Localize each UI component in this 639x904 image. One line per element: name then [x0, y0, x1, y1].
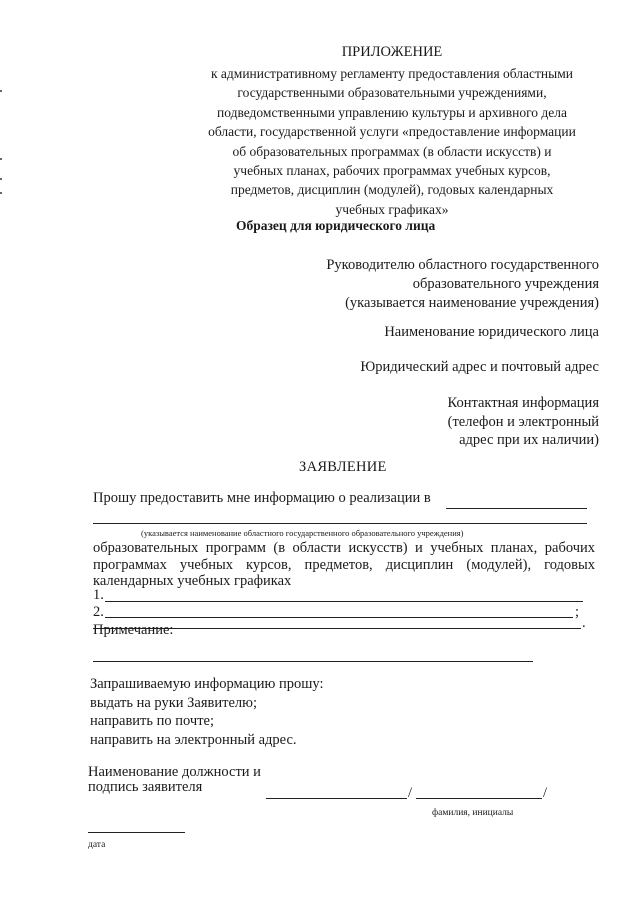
scan-mark [0, 192, 2, 194]
legal-address: Юридический адрес и почтовый адрес [360, 359, 599, 375]
header-line: учебных планах, рабочих программах учебных курсов, [233, 163, 551, 179]
sample-label: Образец для юридического лица [236, 218, 436, 233]
header-line: подведомственными управлению культуры и архивного дела [216, 104, 567, 120]
scan-mark [0, 178, 2, 180]
addressee-line: Руководителю областного государственного [326, 257, 599, 273]
contact-info [448, 394, 600, 450]
header-line: государственными образовательными учреждениями, [237, 85, 547, 101]
note-label: Примечание: [93, 622, 174, 638]
note-line [93, 661, 533, 662]
header-line: учебных графиках» [335, 201, 449, 217]
delivery-intro: Запрашиваемую информацию прошу: [90, 676, 324, 692]
signature-label [88, 765, 261, 795]
signature-slash-1: / [408, 785, 413, 801]
institution-blank [446, 508, 587, 509]
appendix-header-text [188, 64, 596, 219]
header-line: предметов, дисциплин (модулей), годовых календарных [230, 182, 554, 198]
signature-line [266, 798, 407, 799]
name-hint: фамилия, инициалы [432, 808, 514, 818]
contact-line: адрес при их наличии) [459, 432, 599, 448]
item-2-line [105, 617, 573, 618]
signature-label-line: Наименование должности и [88, 764, 261, 780]
entity-name: Наименование юридического лица [384, 324, 599, 340]
delivery-option: направить по почте; [90, 713, 214, 729]
item-2-end: ; [575, 604, 580, 620]
date-line [88, 832, 185, 833]
paragraph-line: календарных учебных графиках [93, 573, 292, 589]
name-line [416, 798, 542, 799]
signature-label-line: подпись заявителя [88, 779, 203, 795]
delivery-option: направить на электронный адрес. [90, 731, 297, 748]
signature-slash-2: / [543, 785, 548, 801]
contact-line: (телефон и электронный [447, 413, 599, 430]
header-line: к административному регламенту предоставления областными [211, 66, 573, 81]
request-text: Прошу предоставить мне информацию о реализации в [93, 490, 431, 506]
scan-mark [0, 90, 2, 92]
addressee-head [326, 256, 599, 313]
scan-mark [0, 158, 2, 160]
item-1-line [105, 601, 583, 602]
paragraph-line: программах учебных курсов, предметов, дисциплин (модулей), годовых [93, 556, 595, 573]
paragraph-line: образовательных программ (в области искусств) и учебных планах, рабочих [93, 540, 595, 556]
delivery-option: выдать на руки Заявителю; [90, 694, 258, 711]
header-line: об образовательных программах (в области искусств) и [232, 143, 552, 159]
item-1-number: 1. [93, 587, 104, 603]
institution-hint: (указывается наименование областного государственного образовательного учреждения) [141, 528, 464, 538]
addressee-line: образовательного учреждения [412, 276, 599, 292]
contact-line: Контактная информация [447, 395, 599, 411]
date-label: дата [88, 840, 106, 850]
item-2-number: 2. [93, 604, 104, 620]
header-line: области, государственной услуги «предоставление информации [208, 124, 576, 140]
item-3-end: . [582, 615, 586, 631]
addressee-line: (указывается наименование учреждения) [345, 295, 599, 311]
institution-blank-line [93, 523, 587, 524]
delivery-block [90, 675, 324, 749]
request-paragraph [93, 540, 595, 590]
document-title: ЗАЯВЛЕНИЕ [299, 459, 387, 475]
appendix-title: ПРИЛОЖЕНИЕ [341, 44, 443, 60]
